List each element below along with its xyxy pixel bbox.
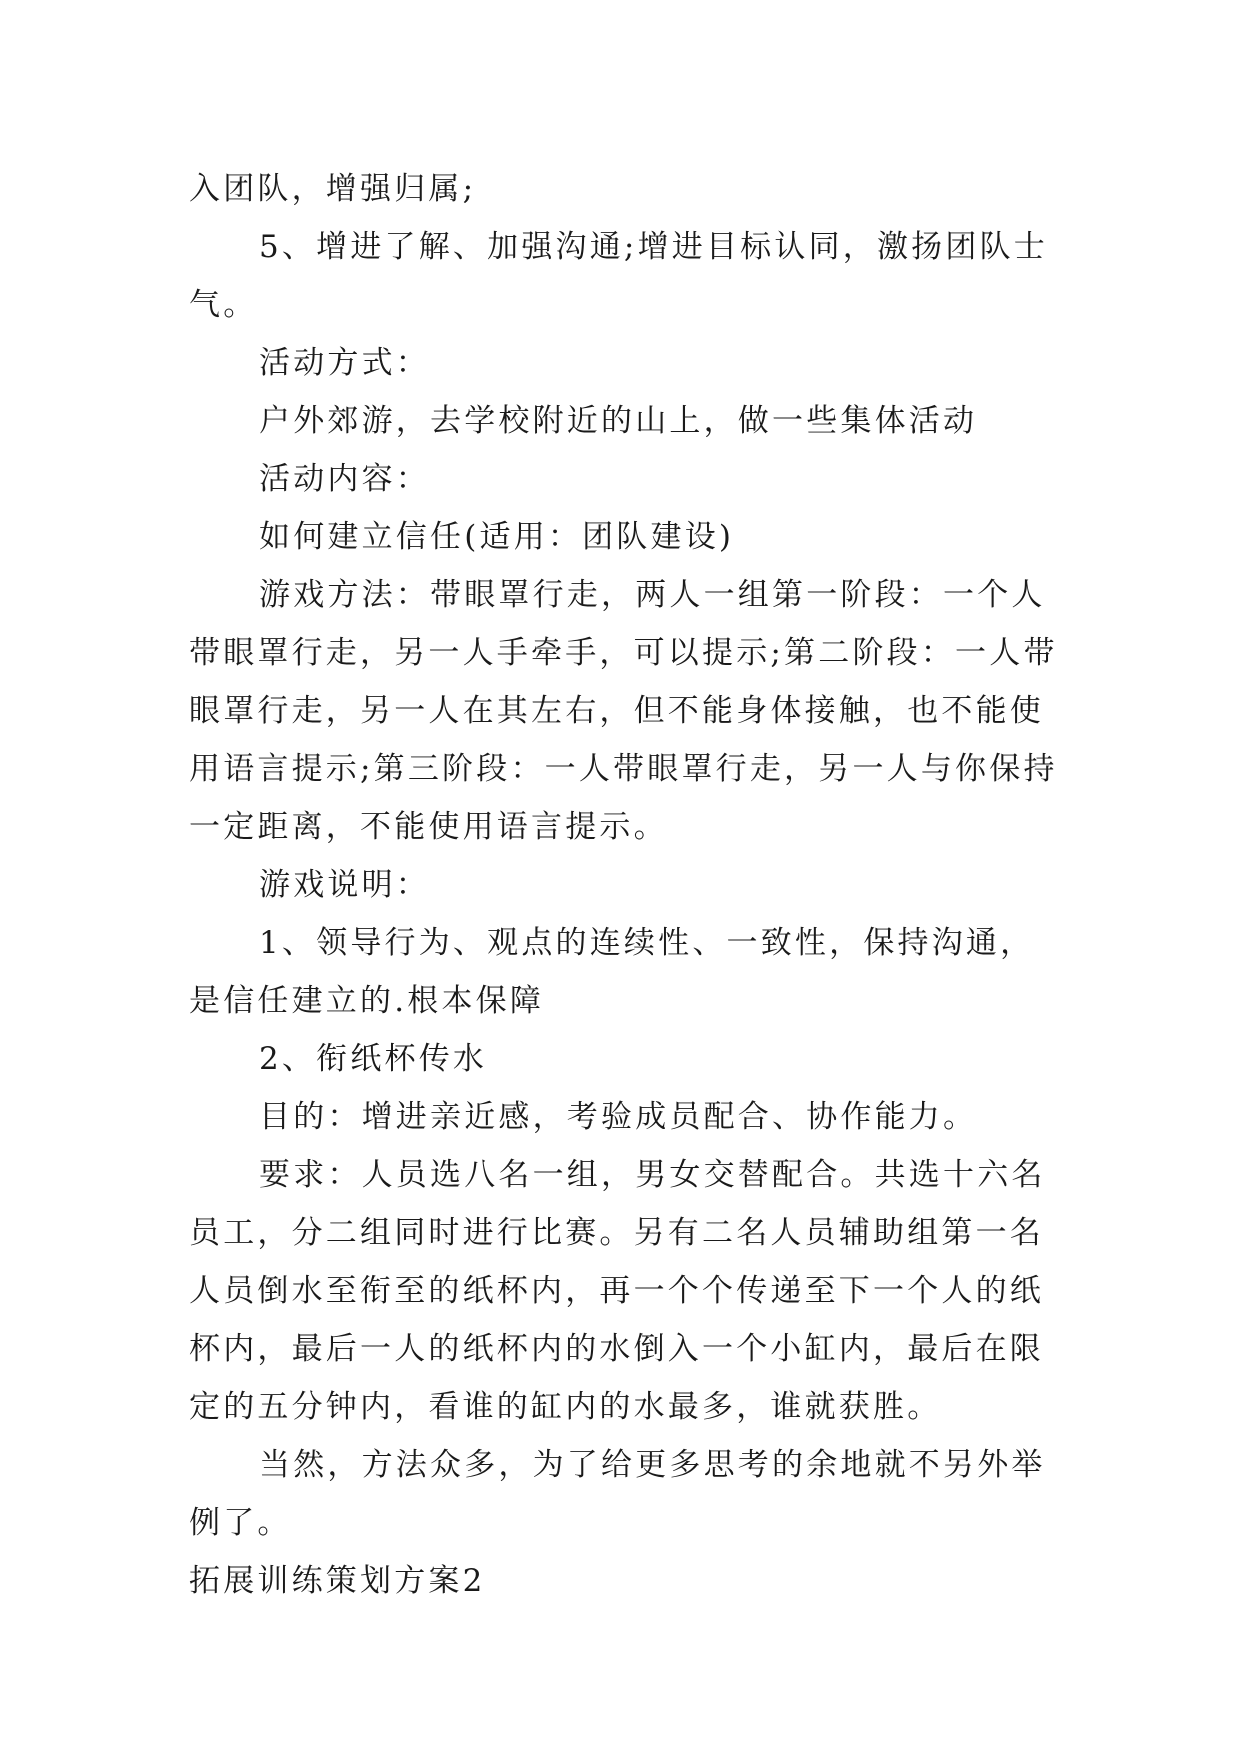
paragraph: 活动内容：	[259, 461, 430, 497]
paragraph: 游戏方法：带眼罩行走，两人一组第一阶段：一个人带眼罩行走，另一人手牵手，可以提示;第二阶段：一人带眼罩行走，另一人在其左右，但不能身体接触，也不能使用语言提示;第三阶段：一人带眼罩行走，另一人与你保持一定距离，不能使用语言提示。	[189, 577, 1058, 845]
paragraph: 2、衔纸杯传水	[259, 1041, 488, 1077]
paragraph: 如何建立信任(适用：团队建设)	[259, 519, 735, 555]
section-heading: 拓展训练策划方案2	[189, 1563, 486, 1599]
paragraph: 活动方式：	[259, 345, 430, 381]
paragraph: 当然，方法众多，为了给更多思考的余地就不另外举例了。	[189, 1447, 1046, 1541]
paragraph: 5、增进了解、加强沟通;增进目标认同，激扬团队士气。	[189, 229, 1048, 323]
document-body	[189, 160, 1059, 1610]
paragraph: 入团队，增强归属;	[189, 171, 477, 207]
paragraph: 目的：增进亲近感，考验成员配合、协作能力。	[259, 1099, 978, 1135]
paragraph: 1、领导行为、观点的连续性、一致性，保持沟通，是信任建立的.根本保障	[189, 925, 1035, 1019]
paragraph: 户外郊游，去学校附近的山上，做一些集体活动	[259, 403, 978, 439]
paragraph: 要求：人员选八名一组，男女交替配合。共选十六名员工，分二组同时进行比赛。另有二名人员辅助组第一名人员倒水至衔至的纸杯内，再一个个传递至下一个人的纸杯内，最后一人的纸杯内的水倒入一个小缸内，最后在限定的五分钟内，看谁的缸内的水最多，谁就获胜。	[189, 1157, 1046, 1425]
paragraph: 游戏说明：	[259, 867, 430, 903]
